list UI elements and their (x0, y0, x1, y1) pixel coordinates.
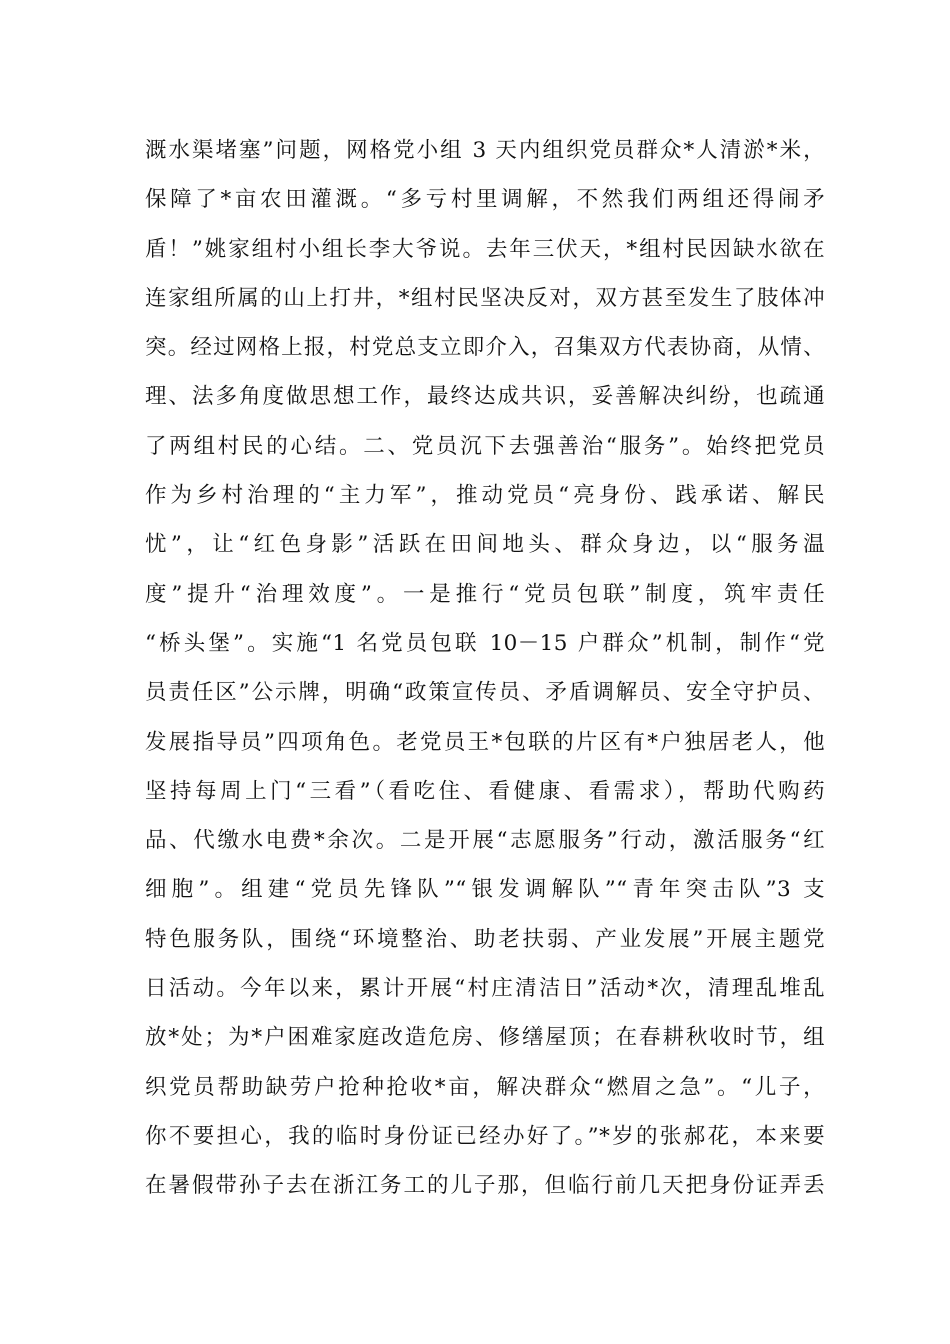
text-line: 溉水渠堵塞”问题，网格党小组 3 天内组织党员群众*人清淤*米， (145, 138, 825, 163)
text-line: 保障了*亩农田灌溉。“多亏村里调解，不然我们两组还得闹矛 (145, 187, 825, 213)
body-paragraph (145, 126, 825, 1211)
text-line: 作为乡村治理的“主力军”，推动党员“亮身份、践承诺、解民 (145, 483, 825, 509)
text-line: 度”提升“治理效度”。一是推行“党员包联”制度，筑牢责任 (145, 581, 825, 607)
text-line: 理、法多角度做思想工作，最终达成共识，妥善解决纠纷，也疏通 (145, 384, 825, 410)
text-line: 放*处；为*户困难家庭改造危房、修缮屋顶；在春耕秋收时节，组 (145, 1025, 825, 1051)
text-line: 突。经过网格上报，村党总支立即介入，召集双方代表协商，从情、 (145, 335, 825, 361)
text-line: “桥头堡”。实施“1 名党员包联 10－15 户群众”机制，制作“党 (145, 630, 825, 656)
text-line: 了两组村民的心结。二、党员沉下去强善治“服务”。始终把党员 (145, 433, 825, 459)
text-line: 坚持每周上门“三看”（看吃住、看健康、看需求），帮助代购药 (145, 778, 825, 804)
text-line: 日活动。今年以来，累计开展“村庄清洁日”活动*次，清理乱堆乱 (145, 976, 825, 1002)
text-line: 盾！”姚家组村小组长李大爷说。去年三伏天，*组村民因缺水欲在 (145, 236, 825, 262)
text-line: 特色服务队，围绕“环境整治、助老扶弱、产业发展”开展主题党 (145, 926, 825, 952)
text-line: 你不要担心，我的临时身份证已经办好了。”*岁的张郝花，本来要 (145, 1123, 825, 1149)
text-line: 忧”，让“红色身影”活跃在田间地头、群众身边，以“服务温 (145, 532, 825, 558)
text-line: 细胞”。组建“党员先锋队”“银发调解队”“青年突击队”3 支 (145, 877, 825, 903)
text-line: 品、代缴水电费*余次。二是开展“志愿服务”行动，激活服务“红 (145, 828, 825, 854)
text-line: 在暑假带孙子去在浙江务工的儿子那，但临行前几天把身份证弄丢 (145, 1173, 825, 1199)
text-line: 连家组所属的山上打井，*组村民坚决反对，双方甚至发生了肢体冲 (145, 285, 825, 311)
text-line: 发展指导员”四项角色。老党员王*包联的片区有*户独居老人，他 (145, 729, 825, 755)
text-line: 织党员帮助缺劳户抢种抢收*亩，解决群众“燃眉之急”。“儿子， (145, 1074, 825, 1100)
text-line: 员责任区”公示牌，明确“政策宣传员、矛盾调解员、安全守护员、 (145, 680, 825, 706)
